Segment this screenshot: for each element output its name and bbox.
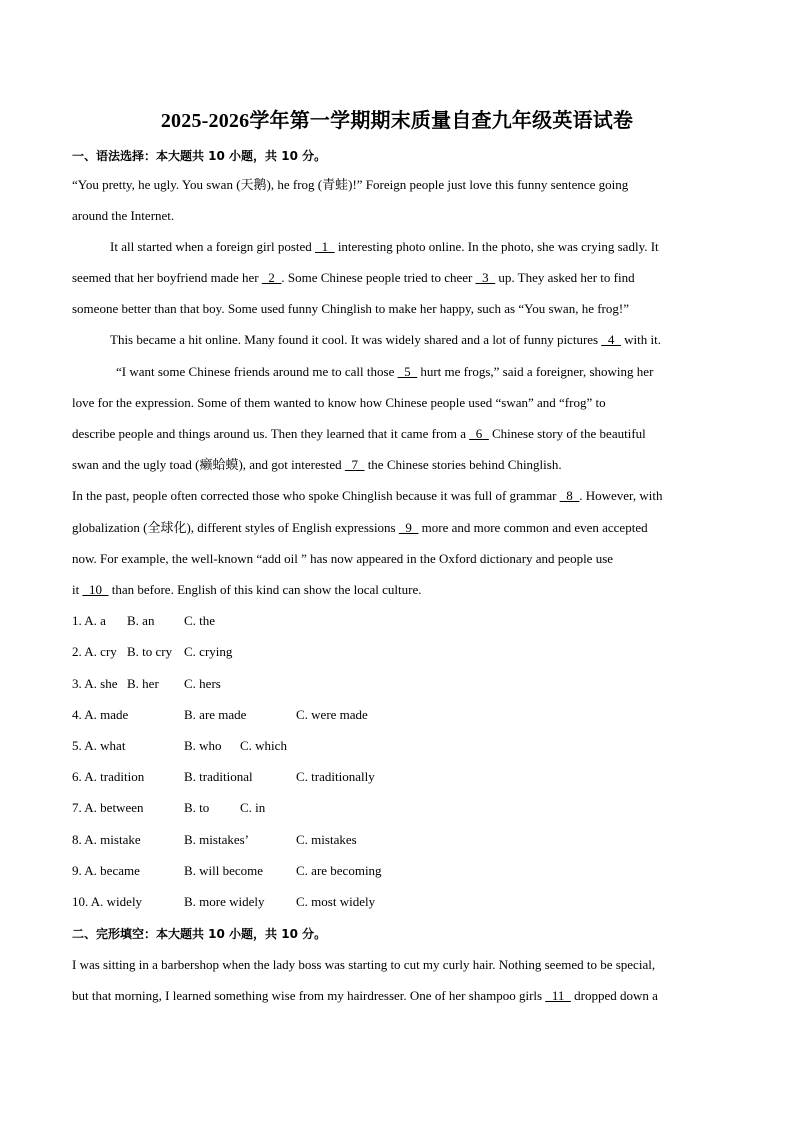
passage-text: hurt me frogs,” said a foreigner, showing her: [417, 364, 654, 379]
passage-line: [72, 957, 655, 973]
blank-2: _2_: [261, 270, 282, 285]
option-c: C. are becoming: [296, 863, 382, 878]
option-c: C. which: [240, 738, 287, 753]
passage-text: “You pretty, he ugly. You swan (天鹅), he frog (青蛙)!” Foreign people just love this funny sentence going: [72, 177, 629, 192]
blank-8: _8_: [559, 488, 580, 503]
question-options: [72, 707, 772, 723]
blank-9: _9_: [398, 520, 419, 535]
passage-text: “I want some Chinese friends around me to call those: [116, 364, 398, 379]
option-a: 7. A. between: [72, 800, 144, 815]
passage-line: [72, 270, 635, 286]
passage-text: interesting photo online. In the photo, she was crying sadly. It: [334, 239, 659, 254]
option-b: B. are made: [184, 707, 247, 722]
passage-text: In the past, people often corrected those who spoke Chinglish because it was full of grammar: [72, 488, 560, 503]
option-a: 2. A. cry: [72, 644, 117, 659]
blank-6: _6_: [469, 426, 489, 441]
question-options: [72, 676, 772, 692]
passage-line: [116, 364, 653, 380]
option-a: 8. A. mistake: [72, 832, 141, 847]
passage-text: swan and the ugly toad (癞蛤蟆), and got interested: [72, 457, 345, 472]
passage-text: globalization (全球化), different styles of English expressions: [72, 520, 399, 535]
option-a: 4. A. made: [72, 707, 129, 722]
passage-text: dropped down a: [570, 988, 658, 1003]
option-b: B. an: [127, 613, 155, 628]
passage-line: [72, 426, 646, 442]
question-options: [72, 800, 772, 816]
passage-line: [72, 488, 662, 504]
question-options: [72, 738, 772, 754]
option-c: C. were made: [296, 707, 368, 722]
passage-text: than before. English of this kind can show the local culture.: [108, 582, 422, 597]
passage-text: more and more common and even accepted: [418, 520, 648, 535]
question-options: [72, 644, 772, 660]
passage-text: This became a hit online. Many found it cool. It was widely shared and a lot of funny pictures: [110, 332, 602, 347]
passage-line: [72, 177, 628, 193]
exam-title: 2025-2026学年第一学期期末质量自查九年级英语试卷: [160, 110, 634, 132]
option-b: B. to: [184, 800, 210, 815]
passage-line: [72, 988, 658, 1004]
option-b: B. more widely: [184, 894, 265, 909]
option-c: C. most widely: [296, 894, 376, 909]
blank-7: _7_: [344, 457, 365, 472]
passage-line: [72, 208, 174, 224]
option-c: C. traditionally: [296, 769, 375, 784]
passage-text: now. For example, the well-known “add oil ” has now appeared in the Oxford dictionary and people use: [72, 551, 614, 566]
passage-text: love for the expression. Some of them wanted to know how Chinese people used “swan” and “frog” to: [72, 395, 606, 410]
option-c: C. in: [240, 800, 266, 815]
blank-10: _10_: [82, 582, 109, 597]
passage-text: up. They asked her to find: [495, 270, 635, 285]
section-1-heading: 一、语法选择：本大题共 10 小题，共 10 分。: [72, 149, 327, 163]
passage-text: . Some Chinese people tried to cheer: [281, 270, 476, 285]
passage-text: someone better than that boy. Some used funny Chinglish to make her happy, such as “You swan, he frog!”: [72, 301, 629, 316]
option-b: B. will become: [184, 863, 264, 878]
option-a: 9. A. became: [72, 863, 140, 878]
passage-line: [110, 332, 661, 348]
option-a: 5. A. what: [72, 738, 126, 753]
option-c: C. hers: [184, 676, 221, 691]
option-b: B. her: [127, 676, 159, 691]
passage-line: [110, 239, 659, 255]
question-options: [72, 894, 772, 910]
question-options: [72, 613, 772, 629]
question-options: [72, 832, 772, 848]
option-a: 10. A. widely: [72, 894, 143, 909]
blank-11: _11_: [545, 988, 571, 1003]
passage-line: [72, 582, 422, 598]
passage-line: [72, 551, 613, 567]
option-a: 3. A. she: [72, 676, 118, 691]
option-b: B. who: [184, 738, 222, 753]
blank-4: _4_: [601, 332, 621, 347]
passage-text: . However, with: [579, 488, 663, 503]
option-a: 6. A. tradition: [72, 769, 145, 784]
passage-text: but that morning, I learned something wise from my hairdresser. One of her shampoo girls: [72, 988, 546, 1003]
passage-text: I was sitting in a barbershop when the lady boss was starting to cut my curly hair. Nothing seemed to be special,: [72, 957, 656, 972]
blank-3: _3_: [475, 270, 496, 285]
section-2-heading: 二、完形填空：本大题共 10 小题，共 10 分。: [72, 927, 327, 941]
passage-text: It all started when a foreign girl posted: [110, 239, 316, 254]
passage-line: [72, 301, 629, 317]
option-a: 1. A. a: [72, 613, 106, 628]
passage-line: [72, 395, 606, 411]
passage-line: [72, 457, 562, 473]
option-b: B. to cry: [127, 644, 173, 659]
option-c: C. crying: [184, 644, 233, 659]
option-b: B. mistakes’: [184, 832, 249, 847]
passage-text: around the Internet.: [72, 208, 175, 223]
option-c: C. the: [184, 613, 216, 628]
passage-text: it: [72, 582, 83, 597]
passage-text: describe people and things around us. Then they learned that it came from a: [72, 426, 470, 441]
passage-text: with it.: [620, 332, 661, 347]
passage-text: seemed that her boyfriend made her: [72, 270, 262, 285]
passage-line: [72, 520, 648, 536]
question-options: [72, 863, 772, 879]
blank-1: _1_: [315, 239, 335, 254]
question-options: [72, 769, 772, 785]
blank-5: _5_: [397, 364, 418, 379]
passage-text: Chinese story of the beautiful: [488, 426, 646, 441]
option-b: B. traditional: [184, 769, 253, 784]
passage-text: the Chinese stories behind Chinglish.: [364, 457, 562, 472]
option-c: C. mistakes: [296, 832, 357, 847]
